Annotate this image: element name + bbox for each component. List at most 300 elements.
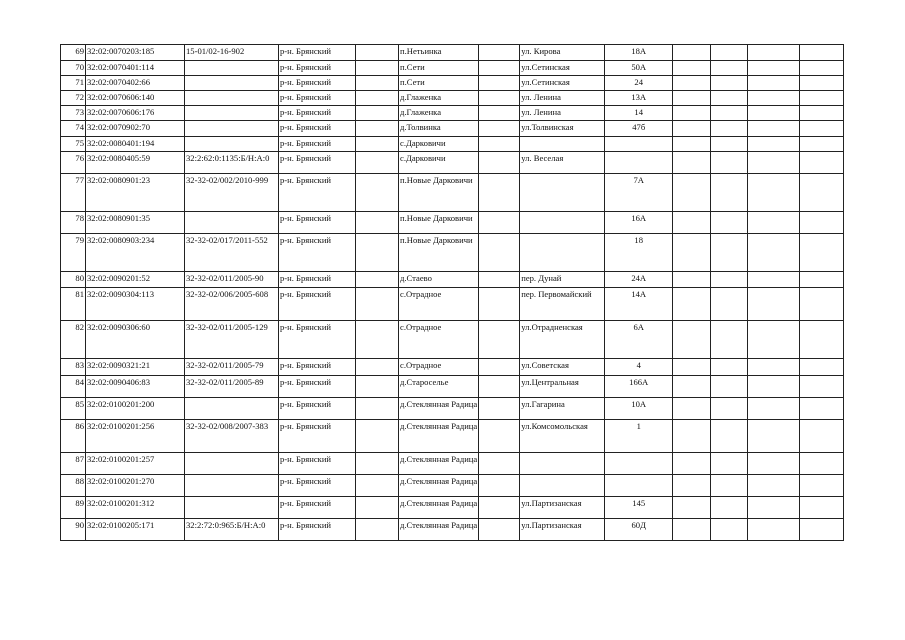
cadastral-number-cell: 32:02:0070606:140	[86, 91, 185, 106]
street-cell: ул.Отрадненская	[520, 321, 605, 359]
row-number: 69	[61, 45, 86, 61]
street-cell: ул.Сетинская	[520, 76, 605, 91]
house-number-cell: 24	[605, 76, 673, 91]
empty-cell	[748, 398, 800, 420]
locality-cell: с.Дарковичи	[399, 152, 479, 174]
house-number-cell: 60Д	[605, 519, 673, 541]
row-number: 81	[61, 288, 86, 321]
district-cell: р-н. Брянский	[279, 359, 356, 376]
row-number: 71	[61, 76, 86, 91]
table-row	[61, 497, 844, 519]
table-row	[61, 519, 844, 541]
registration-number-cell	[185, 453, 279, 475]
district-cell: р-н. Брянский	[279, 45, 356, 61]
empty-cell	[479, 420, 520, 453]
empty-cell	[673, 398, 711, 420]
locality-cell: д.Стеклянная Радица	[399, 497, 479, 519]
empty-cell	[356, 234, 399, 272]
street-cell	[520, 234, 605, 272]
empty-cell	[800, 76, 844, 91]
empty-cell	[800, 106, 844, 121]
registration-number-cell	[185, 497, 279, 519]
empty-cell	[711, 91, 748, 106]
empty-cell	[711, 321, 748, 359]
table-row	[61, 76, 844, 91]
empty-cell	[356, 288, 399, 321]
table-row	[61, 174, 844, 212]
empty-cell	[748, 453, 800, 475]
empty-cell	[356, 91, 399, 106]
empty-cell	[479, 174, 520, 212]
table-row	[61, 137, 844, 152]
empty-cell	[748, 61, 800, 76]
house-number-cell: 1	[605, 420, 673, 453]
empty-cell	[356, 398, 399, 420]
empty-cell	[800, 121, 844, 137]
cadastral-number-cell: 32:02:0080405:59	[86, 152, 185, 174]
empty-cell	[356, 76, 399, 91]
house-number-cell	[605, 137, 673, 152]
district-cell: р-н. Брянский	[279, 272, 356, 288]
locality-cell: д.Стаево	[399, 272, 479, 288]
empty-cell	[356, 519, 399, 541]
row-number: 85	[61, 398, 86, 420]
empty-cell	[479, 76, 520, 91]
empty-cell	[673, 137, 711, 152]
empty-cell	[711, 359, 748, 376]
locality-cell: п.Нетьинка	[399, 45, 479, 61]
table-row	[61, 376, 844, 398]
registration-number-cell: 32:2:72:0:965:Б/Н:А:0	[185, 519, 279, 541]
table-row	[61, 45, 844, 61]
cadastral-number-cell: 32:02:0100201:256	[86, 420, 185, 453]
street-cell: ул.Толвинская	[520, 121, 605, 137]
cadastral-number-cell: 32:02:0100205:171	[86, 519, 185, 541]
district-cell: р-н. Брянский	[279, 288, 356, 321]
empty-cell	[800, 398, 844, 420]
empty-cell	[748, 519, 800, 541]
district-cell: р-н. Брянский	[279, 61, 356, 76]
empty-cell	[711, 106, 748, 121]
registration-number-cell: 32-32-02/017/2011-552	[185, 234, 279, 272]
cadastral-number-cell: 32:02:0090406:83	[86, 376, 185, 398]
registration-number-cell: 15-01/02-16-902	[185, 45, 279, 61]
empty-cell	[800, 174, 844, 212]
cadastral-number-cell: 32:02:0080901:35	[86, 212, 185, 234]
house-number-cell: 18	[605, 234, 673, 272]
empty-cell	[673, 497, 711, 519]
house-number-cell: 145	[605, 497, 673, 519]
empty-cell	[356, 359, 399, 376]
empty-cell	[479, 398, 520, 420]
empty-cell	[800, 376, 844, 398]
empty-cell	[673, 212, 711, 234]
cadastral-number-cell: 32:02:0100201:200	[86, 398, 185, 420]
house-number-cell: 24А	[605, 272, 673, 288]
table-body	[61, 45, 844, 541]
cadastral-number-cell: 32:02:0070606:176	[86, 106, 185, 121]
empty-cell	[800, 91, 844, 106]
row-number: 84	[61, 376, 86, 398]
street-cell: пер. Первомайский	[520, 288, 605, 321]
table-row	[61, 234, 844, 272]
empty-cell	[748, 121, 800, 137]
empty-cell	[711, 376, 748, 398]
row-number: 76	[61, 152, 86, 174]
table-row	[61, 91, 844, 106]
locality-cell: д.Стеклянная Радица	[399, 519, 479, 541]
empty-cell	[673, 321, 711, 359]
table-row	[61, 272, 844, 288]
empty-cell	[748, 288, 800, 321]
registration-number-cell	[185, 91, 279, 106]
cadastral-number-cell: 32:02:0070902:70	[86, 121, 185, 137]
cadastral-number-cell: 32:02:0090306:60	[86, 321, 185, 359]
table-row	[61, 288, 844, 321]
street-cell: ул. Кирова	[520, 45, 605, 61]
district-cell: р-н. Брянский	[279, 321, 356, 359]
district-cell: р-н. Брянский	[279, 106, 356, 121]
house-number-cell: 13А	[605, 91, 673, 106]
registration-number-cell	[185, 121, 279, 137]
registration-number-cell: 32-32-02/011/2005-129	[185, 321, 279, 359]
empty-cell	[479, 61, 520, 76]
street-cell: ул. Ленина	[520, 106, 605, 121]
house-number-cell: 7А	[605, 174, 673, 212]
cadastral-number-cell: 32:02:0070402:66	[86, 76, 185, 91]
row-number: 83	[61, 359, 86, 376]
street-cell	[520, 174, 605, 212]
empty-cell	[748, 76, 800, 91]
street-cell: ул.Советская	[520, 359, 605, 376]
district-cell: р-н. Брянский	[279, 497, 356, 519]
empty-cell	[479, 91, 520, 106]
empty-cell	[673, 106, 711, 121]
table-row	[61, 321, 844, 359]
empty-cell	[356, 376, 399, 398]
street-cell	[520, 475, 605, 497]
empty-cell	[711, 420, 748, 453]
table-row	[61, 398, 844, 420]
empty-cell	[711, 76, 748, 91]
empty-cell	[356, 61, 399, 76]
empty-cell	[800, 519, 844, 541]
empty-cell	[356, 497, 399, 519]
empty-cell	[711, 212, 748, 234]
cadastral-number-cell: 32:02:0100201:312	[86, 497, 185, 519]
empty-cell	[479, 234, 520, 272]
house-number-cell	[605, 152, 673, 174]
empty-cell	[479, 106, 520, 121]
property-register-table	[60, 44, 844, 541]
cadastral-number-cell: 32:02:0070401:114	[86, 61, 185, 76]
locality-cell: п.Новые Дарковичи	[399, 212, 479, 234]
empty-cell	[800, 61, 844, 76]
registration-number-cell: 32-32-02/002/2010-999	[185, 174, 279, 212]
empty-cell	[711, 152, 748, 174]
house-number-cell: 6А	[605, 321, 673, 359]
locality-cell: д.Толвинка	[399, 121, 479, 137]
row-number: 80	[61, 272, 86, 288]
house-number-cell: 4	[605, 359, 673, 376]
empty-cell	[748, 152, 800, 174]
empty-cell	[479, 137, 520, 152]
empty-cell	[711, 137, 748, 152]
registration-number-cell	[185, 61, 279, 76]
empty-cell	[673, 121, 711, 137]
empty-cell	[711, 121, 748, 137]
empty-cell	[748, 272, 800, 288]
row-number: 86	[61, 420, 86, 453]
locality-cell: с.Дарковичи	[399, 137, 479, 152]
empty-cell	[711, 519, 748, 541]
empty-cell	[800, 453, 844, 475]
empty-cell	[673, 91, 711, 106]
street-cell: ул.Комсомольская	[520, 420, 605, 453]
district-cell: р-н. Брянский	[279, 174, 356, 212]
empty-cell	[711, 272, 748, 288]
row-number: 77	[61, 174, 86, 212]
house-number-cell: 14А	[605, 288, 673, 321]
empty-cell	[748, 497, 800, 519]
locality-cell: д.Глаженка	[399, 91, 479, 106]
empty-cell	[479, 212, 520, 234]
empty-cell	[711, 234, 748, 272]
empty-cell	[711, 61, 748, 76]
empty-cell	[673, 76, 711, 91]
street-cell: ул.Сетинская	[520, 61, 605, 76]
house-number-cell: 10А	[605, 398, 673, 420]
district-cell: р-н. Брянский	[279, 91, 356, 106]
street-cell	[520, 137, 605, 152]
empty-cell	[673, 174, 711, 212]
cadastral-number-cell: 32:02:0090201:52	[86, 272, 185, 288]
table-row	[61, 212, 844, 234]
empty-cell	[800, 234, 844, 272]
empty-cell	[479, 359, 520, 376]
row-number: 72	[61, 91, 86, 106]
row-number: 82	[61, 321, 86, 359]
row-number: 70	[61, 61, 86, 76]
district-cell: р-н. Брянский	[279, 519, 356, 541]
empty-cell	[356, 420, 399, 453]
locality-cell: с.Отрадное	[399, 288, 479, 321]
house-number-cell: 50А	[605, 61, 673, 76]
locality-cell: с.Отрадное	[399, 321, 479, 359]
empty-cell	[673, 234, 711, 272]
registration-number-cell: 32-32-02/011/2005-89	[185, 376, 279, 398]
table-row	[61, 453, 844, 475]
table-row	[61, 152, 844, 174]
house-number-cell	[605, 453, 673, 475]
empty-cell	[748, 174, 800, 212]
empty-cell	[711, 174, 748, 212]
empty-cell	[479, 152, 520, 174]
empty-cell	[673, 519, 711, 541]
empty-cell	[748, 359, 800, 376]
empty-cell	[356, 152, 399, 174]
empty-cell	[356, 45, 399, 61]
empty-cell	[479, 497, 520, 519]
cadastral-number-cell: 32:02:0080903:234	[86, 234, 185, 272]
table-row	[61, 359, 844, 376]
empty-cell	[800, 497, 844, 519]
empty-cell	[800, 45, 844, 61]
cadastral-number-cell: 32:02:0100201:257	[86, 453, 185, 475]
empty-cell	[479, 321, 520, 359]
empty-cell	[479, 376, 520, 398]
row-number: 75	[61, 137, 86, 152]
street-cell: пер. Дунай	[520, 272, 605, 288]
locality-cell: д.Стеклянная Радица	[399, 453, 479, 475]
empty-cell	[356, 121, 399, 137]
house-number-cell: 14	[605, 106, 673, 121]
empty-cell	[711, 453, 748, 475]
locality-cell: п.Сети	[399, 61, 479, 76]
district-cell: р-н. Брянский	[279, 376, 356, 398]
registration-number-cell	[185, 475, 279, 497]
table-row	[61, 61, 844, 76]
empty-cell	[673, 61, 711, 76]
empty-cell	[748, 420, 800, 453]
house-number-cell	[605, 475, 673, 497]
cadastral-number-cell: 32:02:0100201:270	[86, 475, 185, 497]
registration-number-cell	[185, 137, 279, 152]
table-row	[61, 106, 844, 121]
street-cell	[520, 453, 605, 475]
locality-cell: п.Сети	[399, 76, 479, 91]
empty-cell	[673, 453, 711, 475]
empty-cell	[673, 152, 711, 174]
locality-cell: п.Новые Дарковичи	[399, 174, 479, 212]
empty-cell	[800, 137, 844, 152]
empty-cell	[748, 106, 800, 121]
house-number-cell: 47б	[605, 121, 673, 137]
district-cell: р-н. Брянский	[279, 420, 356, 453]
empty-cell	[800, 152, 844, 174]
empty-cell	[748, 212, 800, 234]
house-number-cell: 16А	[605, 212, 673, 234]
empty-cell	[479, 288, 520, 321]
house-number-cell: 18А	[605, 45, 673, 61]
locality-cell: д.Староселье	[399, 376, 479, 398]
district-cell: р-н. Брянский	[279, 152, 356, 174]
registration-number-cell: 32-32-02/011/2005-90	[185, 272, 279, 288]
district-cell: р-н. Брянский	[279, 475, 356, 497]
empty-cell	[673, 45, 711, 61]
empty-cell	[711, 475, 748, 497]
row-number: 79	[61, 234, 86, 272]
row-number: 74	[61, 121, 86, 137]
registration-number-cell: 32-32-02/008/2007-383	[185, 420, 279, 453]
empty-cell	[356, 174, 399, 212]
registration-number-cell	[185, 76, 279, 91]
district-cell: р-н. Брянский	[279, 453, 356, 475]
empty-cell	[800, 212, 844, 234]
district-cell: р-н. Брянский	[279, 76, 356, 91]
locality-cell: д.Глаженка	[399, 106, 479, 121]
cadastral-number-cell: 32:02:0080901:23	[86, 174, 185, 212]
table-row	[61, 420, 844, 453]
street-cell: ул. Веселая	[520, 152, 605, 174]
registration-number-cell: 32-32-02/006/2005-608	[185, 288, 279, 321]
empty-cell	[479, 453, 520, 475]
empty-cell	[748, 137, 800, 152]
empty-cell	[479, 272, 520, 288]
empty-cell	[356, 212, 399, 234]
empty-cell	[748, 376, 800, 398]
registration-number-cell	[185, 398, 279, 420]
street-cell: ул.Партизанская	[520, 519, 605, 541]
empty-cell	[711, 497, 748, 519]
empty-cell	[748, 321, 800, 359]
cadastral-number-cell: 32:02:0090304:113	[86, 288, 185, 321]
street-cell: ул.Гагарина	[520, 398, 605, 420]
empty-cell	[356, 106, 399, 121]
district-cell: р-н. Брянский	[279, 234, 356, 272]
empty-cell	[356, 321, 399, 359]
row-number: 73	[61, 106, 86, 121]
empty-cell	[748, 475, 800, 497]
street-cell: ул.Центральная	[520, 376, 605, 398]
empty-cell	[748, 234, 800, 272]
street-cell: ул. Ленина	[520, 91, 605, 106]
empty-cell	[479, 475, 520, 497]
registration-number-cell: 32-32-02/011/2005-79	[185, 359, 279, 376]
empty-cell	[711, 398, 748, 420]
empty-cell	[711, 288, 748, 321]
empty-cell	[356, 272, 399, 288]
empty-cell	[673, 376, 711, 398]
row-number: 78	[61, 212, 86, 234]
empty-cell	[800, 475, 844, 497]
row-number: 89	[61, 497, 86, 519]
district-cell: р-н. Брянский	[279, 137, 356, 152]
registration-number-cell	[185, 106, 279, 121]
empty-cell	[673, 288, 711, 321]
table-row	[61, 475, 844, 497]
cadastral-number-cell: 32:02:0090321:21	[86, 359, 185, 376]
empty-cell	[673, 420, 711, 453]
empty-cell	[800, 288, 844, 321]
district-cell: р-н. Брянский	[279, 121, 356, 137]
district-cell: р-н. Брянский	[279, 212, 356, 234]
empty-cell	[479, 519, 520, 541]
locality-cell: д.Стеклянная Радица	[399, 398, 479, 420]
empty-cell	[356, 453, 399, 475]
empty-cell	[800, 359, 844, 376]
registration-number-cell	[185, 212, 279, 234]
empty-cell	[356, 137, 399, 152]
locality-cell: д.Стеклянная Радица	[399, 420, 479, 453]
row-number: 90	[61, 519, 86, 541]
street-cell	[520, 212, 605, 234]
empty-cell	[711, 45, 748, 61]
row-number: 88	[61, 475, 86, 497]
registration-number-cell: 32:2:62:0:1135:Б/Н:А:0	[185, 152, 279, 174]
empty-cell	[748, 45, 800, 61]
street-cell: ул.Партизанская	[520, 497, 605, 519]
empty-cell	[479, 45, 520, 61]
empty-cell	[479, 121, 520, 137]
empty-cell	[800, 321, 844, 359]
empty-cell	[356, 475, 399, 497]
empty-cell	[800, 272, 844, 288]
empty-cell	[673, 359, 711, 376]
locality-cell: п.Новые Дарковичи	[399, 234, 479, 272]
empty-cell	[748, 91, 800, 106]
locality-cell: д.Стеклянная Радица	[399, 475, 479, 497]
